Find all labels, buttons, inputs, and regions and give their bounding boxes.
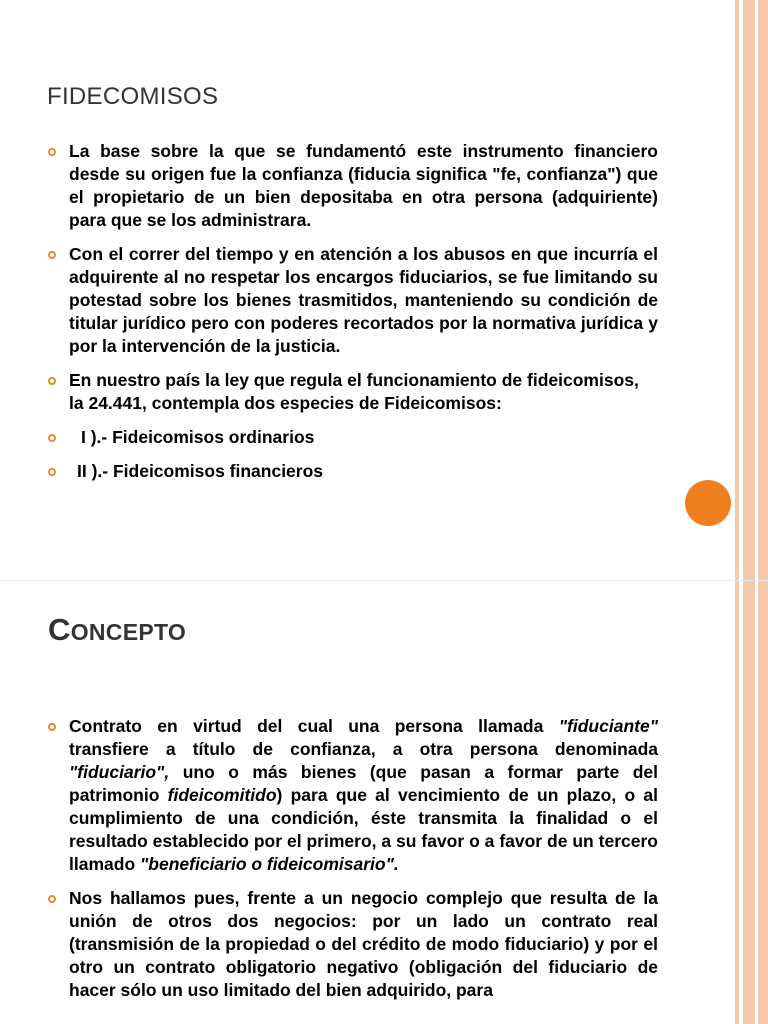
- bullet-text: En nuestro país la ley que regula el funcionamiento de fideicomisos,: [69, 370, 639, 390]
- bullet-icon: [48, 251, 56, 259]
- bullet-text-emphasis: "fiduciario",: [69, 762, 170, 782]
- list-item: [48, 140, 658, 232]
- bullet-text-part: Contrato en virtud del cual una persona llamada: [69, 716, 559, 736]
- decor-stripe: [758, 0, 768, 1024]
- bullet-icon: [48, 377, 56, 385]
- accent-circle-icon: [685, 480, 731, 526]
- list-item: [48, 460, 658, 483]
- bullet-text: I ).- Fideicomisos ordinarios: [81, 427, 315, 447]
- list-item: [48, 243, 658, 358]
- bullet-list-fidecomisos: [48, 140, 658, 494]
- list-item: [48, 887, 658, 1002]
- bullet-text: Con el correr del tiempo y en atención a los abusos en que incurría el adquirente al no respetar los encargos fiduciarios, se fue limitando su potestad sobre los bienes trasmitidos, manteniendo su condición de titular jurídico pero con poderes recortados por la normativa jurídica y por la intervención de la justicia.: [69, 244, 658, 356]
- bullet-icon: [48, 468, 56, 476]
- bullet-text-emphasis: "fiduciante": [558, 716, 658, 736]
- bullet-text: la 24.441, contempla dos especies de Fideicomisos:: [69, 393, 502, 413]
- list-item: [48, 715, 658, 876]
- bullet-icon: [48, 895, 56, 903]
- list-item: [48, 426, 658, 449]
- bullet-list-concepto: [48, 715, 658, 1013]
- list-item: [48, 369, 658, 415]
- bullet-text: Nos hallamos pues, frente a un negocio complejo que resulta de la unión de otros dos negocios: por un lado un contrato real (transmisión de la propiedad o del crédito de modo fiduciario) y por el otro un contrato obligatorio negativo (obligación del fiduciario de hacer sólo un uso limitado del bien adquirido, para: [69, 888, 658, 1000]
- decor-stripe: [743, 0, 755, 1024]
- bullet-text-emphasis: fideicomitido: [167, 785, 277, 805]
- bullet-icon: [48, 434, 56, 442]
- section-title-fidecomisos: FIDECOMISOS: [47, 83, 219, 110]
- bullet-text: II ).- Fideicomisos financieros: [77, 461, 324, 481]
- bullet-text-emphasis: "beneficiario o fideicomisario".: [140, 854, 399, 874]
- bullet-text: La base sobre la que se fundamentó este instrumento financiero desde su origen fue la confianza (fiducia significa "fe, confianza") que el propietario de un bien depositaba en otra persona (adquiriente) para que se los administrara.: [69, 141, 658, 230]
- bullet-icon: [48, 148, 56, 156]
- slide-divider: [0, 580, 768, 581]
- section-title-concepto: CONCEPTO: [48, 612, 187, 647]
- bullet-icon: [48, 723, 56, 731]
- bullet-text-part: uno o más bienes (que pasan a formar parte del patrimonio: [69, 762, 658, 805]
- bullet-text-part: transfiere a título de confianza, a otra persona denominada: [69, 739, 658, 759]
- bullet-text-part: ) para que al vencimiento de un plazo, o al cumplimiento de una condición, éste transmita la finalidad o el resultado establecido por el primero, a su favor o a favor de un tercero llamado: [69, 785, 658, 874]
